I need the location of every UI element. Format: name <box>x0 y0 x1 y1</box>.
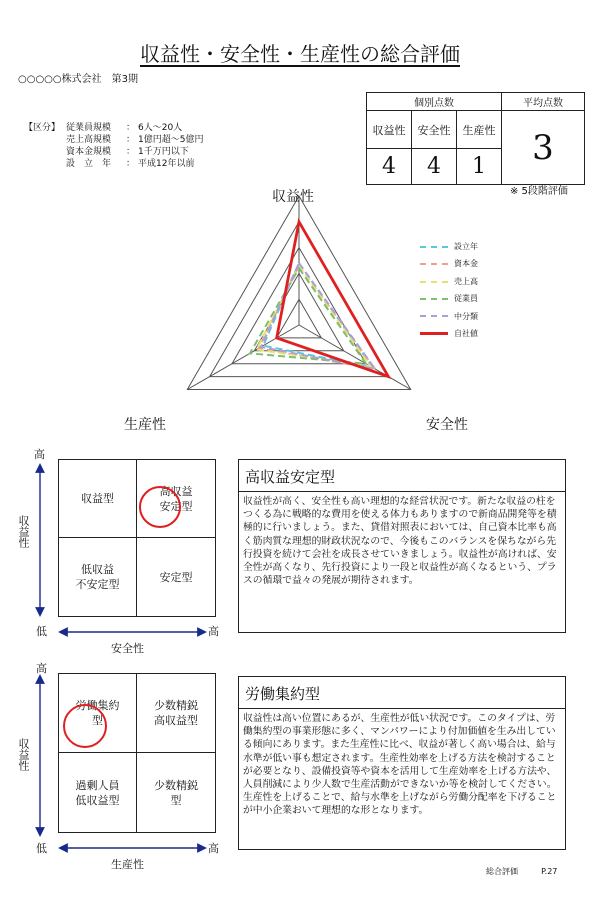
legend-label: 自社値 <box>454 329 478 339</box>
matrix2-grid <box>58 673 216 833</box>
legend-swatch <box>420 281 448 283</box>
legend-item <box>420 273 478 290</box>
radar-axis-label-profitability: 収益性 <box>272 189 314 205</box>
matrix2-x-high: 高 <box>208 842 219 855</box>
matrix1-cell-top-right: 高収益 安定型 <box>137 460 215 538</box>
score-label-profitability: 収益性 <box>367 111 412 149</box>
radar-chart <box>0 0 600 440</box>
legend-item <box>420 325 478 342</box>
matrix1-cell-top-left: 収益型 <box>59 460 137 538</box>
matrix1-cell-bottom-right: 安定型 <box>159 570 193 584</box>
matrix1-x-label: 安全性 <box>111 642 144 655</box>
score-value-productivity: 1 <box>457 149 502 185</box>
matrix2-result-box <box>238 676 566 850</box>
matrix2-y-high: 高 <box>36 662 47 675</box>
average-score-header: 平均点数 <box>502 93 585 111</box>
matrix2-result-text: 収益性は高い位置にあるが、生産性が低い状況です。このタイプは、労働集約型の事業形態に多く、マンパワーにより付加価値を生み出している傾向にあります。また生産性に比べ、収益が著しく高い場合は、給与水準が低い事も想定されます。生産性効率を上げる方法を検討することが必要となり、設備投資等や資本を活用して生産効率を上げる方法や、人員削減により少人数で生産活動ができないか等を検討してください。生産性を上げることで、給与水準を上げながら労働分配率を下げることが中小企業おいて理想的な形となります。 <box>243 713 557 817</box>
rating-note: ※ 5段階評価 <box>510 186 568 197</box>
classification-block: 【区分】 従業員規模 ： 6人～20人 売上高規模 ： 1億円超～5億円 資本金規模 ： 1千万円以下 設 立 年 ： 平成12年以前 <box>24 123 204 169</box>
matrix1-result-text: 収益性が高く、安全性も高い理想的な経営状況です。新たな収益の柱をつくる為に戦略的な費用を使える体力もありますので新商品開発等を積極的に行いましょう。また、貸借対照表においては、自己資本比率も高く筋肉質な理想的財政状況なので、今後もこのバランスを保ちながら先行投資を続けて会社を成長させていきましょう。収益性が高ければ、安全性が高くなり、先行投資により一段と収益性が高くなるという、プラスの循環で益々の発展が期待されます。 <box>243 496 557 587</box>
matrix2-position-marker <box>63 704 107 748</box>
class-key: 従業員規模 <box>66 123 112 133</box>
score-value-safety: 4 <box>412 149 457 185</box>
matrix2-cell-bottom-left: 過剰人員 低収益型 <box>59 753 137 832</box>
radar-axis-label-safety: 安全性 <box>426 417 468 433</box>
score-label-productivity: 生産性 <box>457 111 502 149</box>
legend-swatch <box>420 298 448 300</box>
legend-item <box>420 308 478 325</box>
page-title: 収益性・安全性・生産性の総合評価 <box>140 42 460 66</box>
legend-label: 資本金 <box>454 259 478 269</box>
legend-item <box>420 290 478 307</box>
class-value: 1千万円以下 <box>138 147 189 157</box>
legend-swatch <box>420 315 448 317</box>
footer-section: 総合評価 <box>486 867 518 876</box>
footer-page-number: P.27 <box>541 867 558 876</box>
matrix2-x-label: 生産性 <box>111 858 144 871</box>
company-name: ○○○○○株式会社 第3期 <box>18 74 138 85</box>
legend-swatch <box>420 263 448 265</box>
score-value-profitability: 4 <box>367 149 412 185</box>
matrix2-result-title: 労働集約型 <box>239 677 565 709</box>
legend-label: 中分類 <box>454 311 478 321</box>
page-footer <box>486 866 557 877</box>
individual-score-header: 個別点数 <box>367 93 502 111</box>
class-key: 資本金規模 <box>66 147 112 157</box>
matrix2-cell-top-right: 少数精鋭 高収益型 <box>137 674 215 753</box>
matrix1-position-marker <box>139 486 181 528</box>
matrix2-y-low: 低 <box>36 842 47 855</box>
matrix1-x-high: 高 <box>208 625 219 638</box>
matrix1-grid <box>58 459 216 617</box>
class-key: 設 立 年 <box>66 159 112 169</box>
matrix2-y-label: 収益性 <box>17 738 30 771</box>
score-label-safety: 安全性 <box>412 111 457 149</box>
classification-label: 【区分】 <box>24 123 61 133</box>
class-value: 1億円超～5億円 <box>138 135 204 145</box>
legend-label: 従業員 <box>454 294 478 304</box>
radar-legend <box>420 238 478 342</box>
legend-item <box>420 255 478 272</box>
legend-swatch <box>420 246 448 248</box>
radar-axis-label-productivity: 生産性 <box>124 417 166 433</box>
matrix1-cell-bottom-left: 低収益 不安定型 <box>59 538 137 616</box>
legend-label: 設立年 <box>454 242 478 251</box>
matrix2-cell-bottom-right: 少数精鋭 型 <box>154 778 198 807</box>
matrix1-result-title: 高収益安定型 <box>239 460 565 492</box>
matrix1-result-box <box>238 459 566 633</box>
legend-item <box>420 238 478 255</box>
legend-label: 売上高 <box>454 276 478 286</box>
matrix1-y-label: 収益性 <box>17 515 30 548</box>
average-score-value: 3 <box>502 111 585 185</box>
matrix1-y-low: 低 <box>36 625 47 638</box>
class-value: 平成12年以前 <box>138 159 195 169</box>
class-key: 売上高規模 <box>66 135 112 145</box>
matrix2-cell-top-left: 労働集約 型 <box>59 674 137 753</box>
legend-swatch <box>420 332 448 335</box>
class-value: 6人～20人 <box>138 123 183 133</box>
matrix1-y-high: 高 <box>34 448 45 461</box>
